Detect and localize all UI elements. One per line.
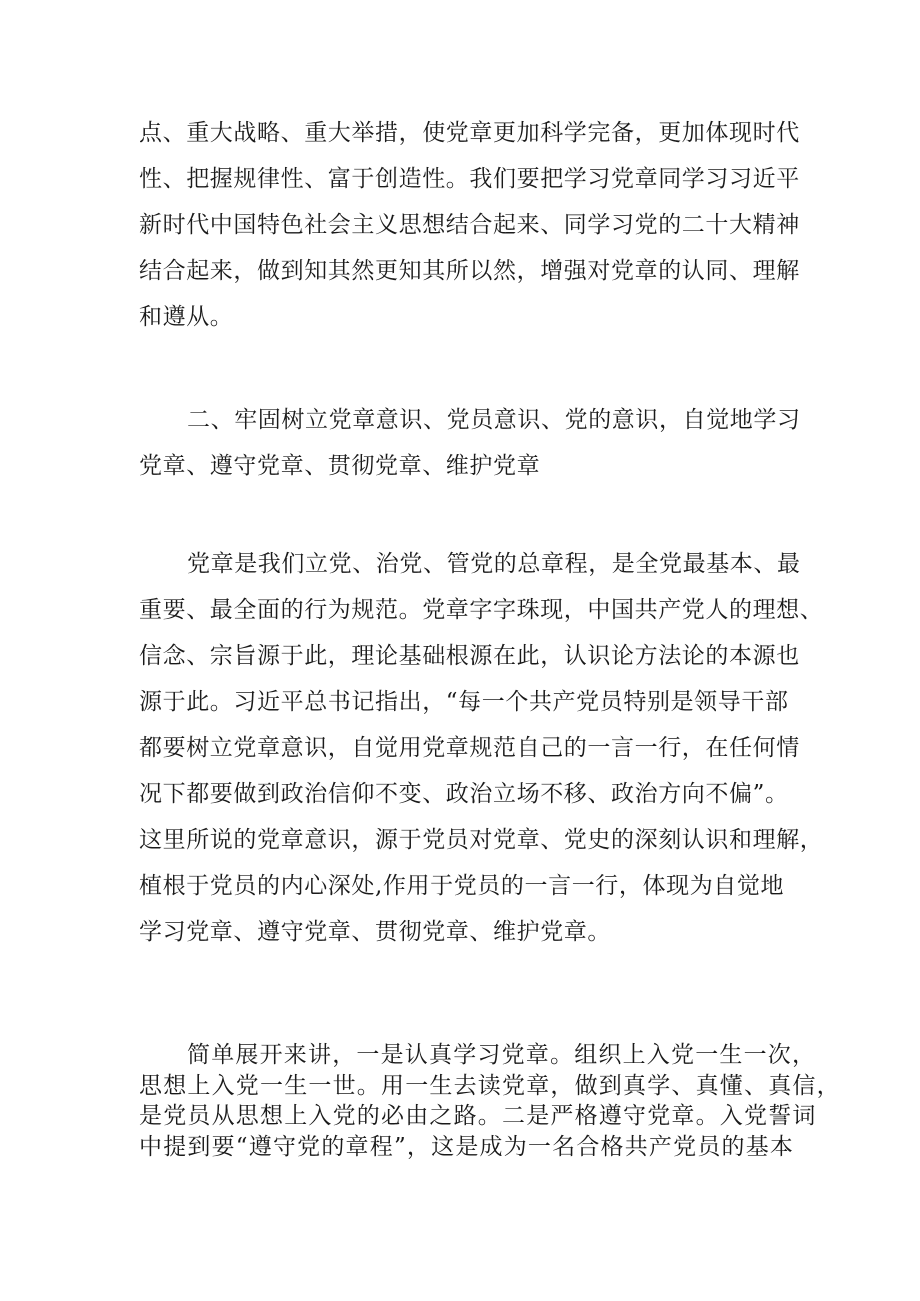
paragraph-study-constitution	[139, 1040, 841, 1162]
paragraph-party-constitution	[139, 541, 824, 955]
text-line: 源于此。习近平总书记指出，“每一个共产党员特别是领导干部	[139, 689, 789, 715]
section-heading	[139, 397, 801, 489]
text-line: 简单展开来讲，一是认真学习党章。组织上入党一生一次，	[187, 1042, 817, 1068]
text-line: 和遵从。	[139, 304, 234, 330]
text-line: 况下都要做到政治信仰不变、政治立场不移、政治方向不偏”。	[139, 781, 789, 807]
text-line: 这里所说的党章意识，源于党员对党章、党史的深刻认识和理解，	[139, 827, 824, 853]
text-line: 是党员从思想上入党的必由之路。二是严格遵守党章。入党誓词	[139, 1103, 817, 1129]
text-line: 学习党章、遵守党章、贯彻党章、维护党章。	[139, 919, 611, 945]
heading-line: 党章、遵守党章、贯彻党章、维护党章	[139, 453, 541, 479]
text-line: 信念、宗旨源于此，理论基础根源在此，认识论方法论的本源也	[139, 643, 800, 669]
text-line: 植根于党员的内心深处,作用于党员的一言一行，体现为自觉地	[139, 873, 785, 899]
text-line: 结合起来，做到知其然更知其所以然，增强对党章的认同、理解	[139, 258, 800, 284]
text-line: 新时代中国特色社会主义思想结合起来、同学习党的二十大精神	[139, 212, 800, 238]
text-line: 重要、最全面的行为规范。党章字字珠现，中国共产党人的理想、	[139, 597, 824, 623]
text-line: 点、重大战略、重大举措，使党章更加科学完备，更加体现时代	[139, 120, 800, 146]
text-line: 思想上入党一生一世。用一生去读党章，做到真学、真懂、真信，	[139, 1072, 841, 1099]
text-line: 都要树立党章意识，自觉用党章规范自己的一言一行，在任何情	[139, 735, 800, 761]
paragraph-continuation	[139, 110, 800, 340]
text-line: 党章是我们立党、治党、管党的总章程，是全党最基本、最	[187, 551, 801, 577]
heading-line: 二、牢固树立党章意识、党员意识、党的意识，自觉地学习	[187, 407, 801, 433]
text-line: 性、把握规律性、富于创造性。我们要把学习党章同学习习近平	[139, 166, 800, 192]
text-line: 中提到要“遵守党的章程”，这是成为一名合格共产党员的基本	[139, 1133, 795, 1160]
